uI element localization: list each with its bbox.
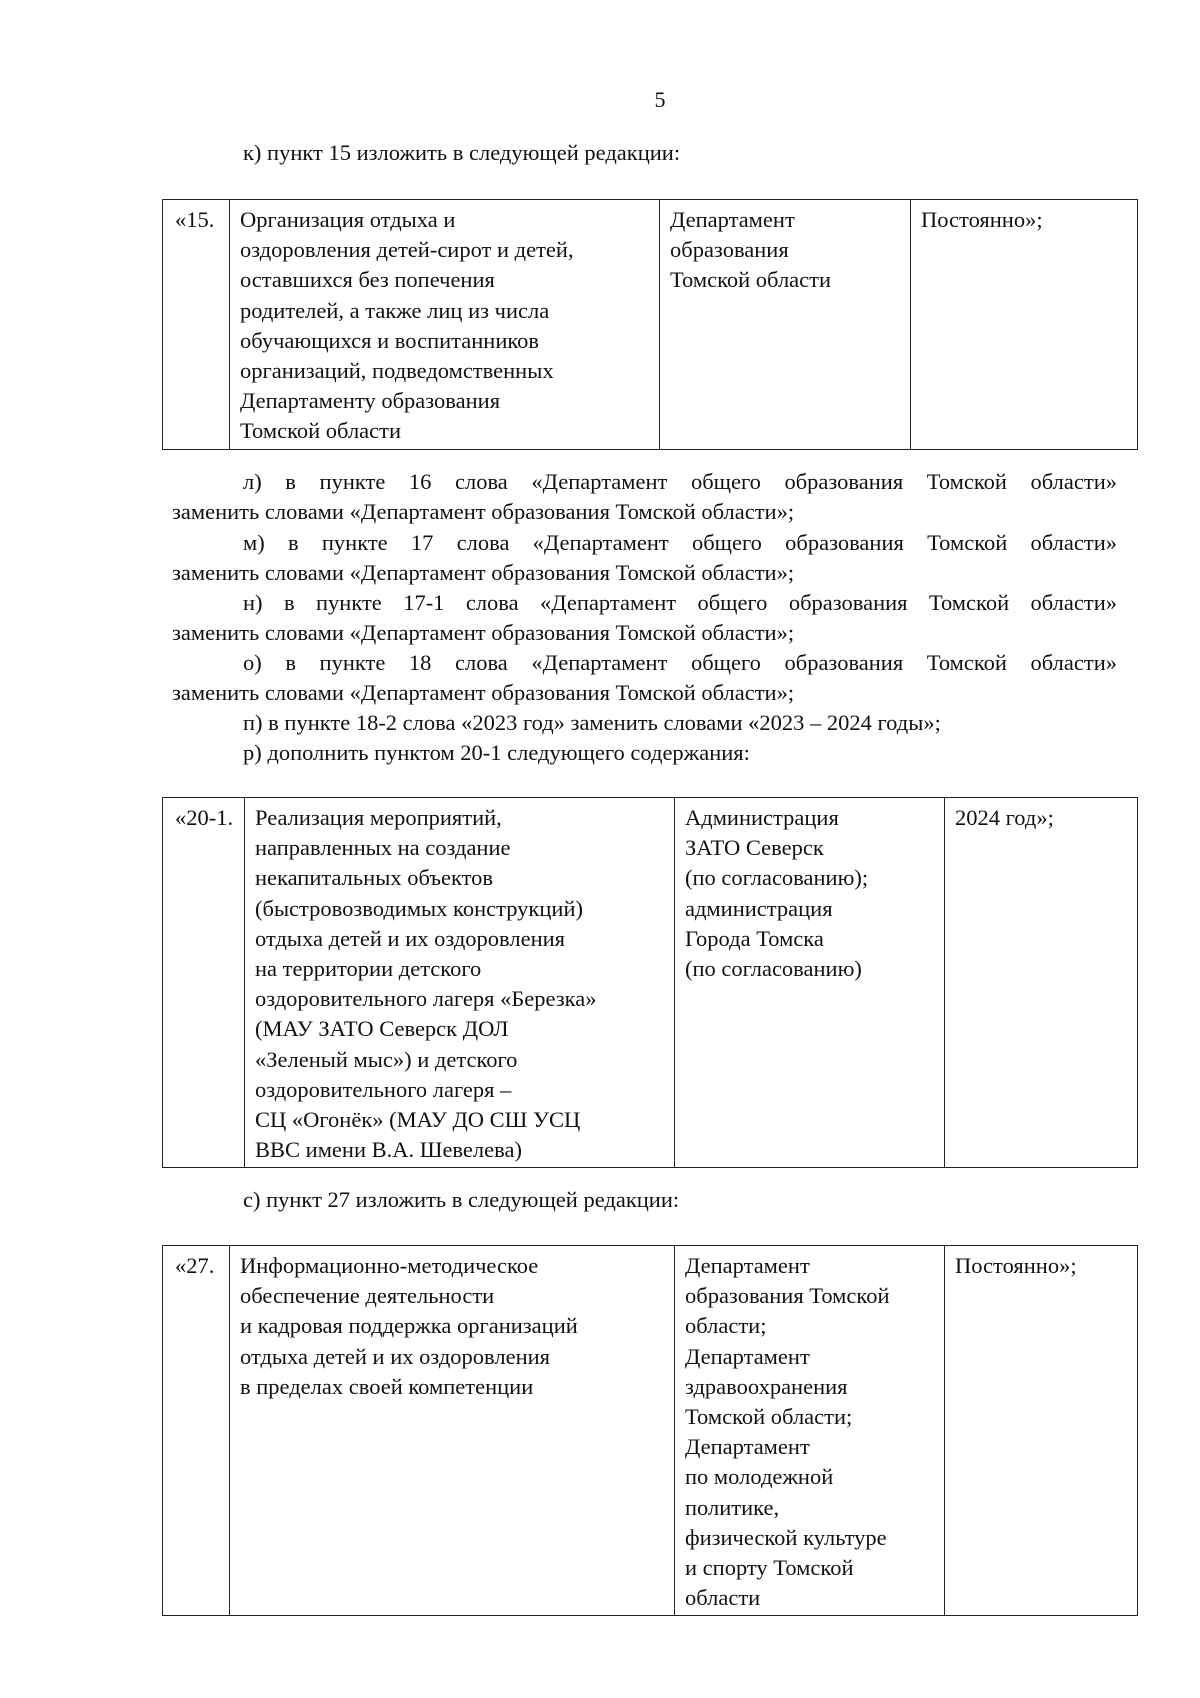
amendment-l-line1: л) в пункте 16 слова «Департамент общего образования Томской области» [243,469,1117,494]
term-cell: 2024 год»; [945,798,1138,1168]
activity-cell: Организация отдыха и оздоровления детей-сирот и детей, оставшихся без попечения родителей, а также лиц из числа обучающихся и воспитанников организаций, подведомственных Департаменту образования Томской области [230,200,660,450]
amendment-m-line2: заменить словами «Департамент образования Томской области»; [172,560,795,585]
amendment-l-line2: заменить словами «Департамент образования Томской области»; [172,499,795,524]
table-item-27 [162,1245,1138,1616]
amendment-n-line2: заменить словами «Департамент образования Томской области»; [172,620,795,645]
item-number: «20-1. [163,798,245,1168]
amendment-s: с) пункт 27 изложить в следующей редакции: [243,1187,680,1212]
amendment-r: р) дополнить пунктом 20-1 следующего содержания: [243,740,750,765]
table-row [163,798,1138,1168]
page-number: 5 [654,87,666,112]
item-number: «15. [163,200,230,450]
amendment-o-line1: о) в пункте 18 слова «Департамент общего образования Томской области» [243,650,1117,675]
activity-cell: Реализация мероприятий, направленных на создание некапитальных объектов (быстровозводимых конструкций) отдыха детей и их оздоровления на территории детского оздоровительного лагеря «Березка» (МАУ ЗАТО Северск ДОЛ «Зеленый мыс») и детского оздоровительного лагеря – СЦ «Огонёк» (МАУ ДО СШ УСЦ ВВС имени В.А. Шевелева) [245,798,675,1168]
amendment-o-line2: заменить словами «Департамент образования Томской области»; [172,680,795,705]
amendment-k: к) пункт 15 изложить в следующей редакции: [243,140,681,165]
activity-cell: Информационно-методическое обеспечение деятельности и кадровая поддержка организаций отдыха детей и их оздоровления в пределах своей компетенции [230,1246,675,1616]
item-number: «27. [163,1246,230,1616]
term-cell: Постоянно»; [911,200,1138,450]
executor-cell: Администрация ЗАТО Северск (по согласованию); администрация Города Томска (по согласованию) [675,798,945,1168]
table-row [163,1246,1138,1616]
table-row [163,200,1138,450]
table-item-20-1 [162,797,1138,1168]
executor-cell: Департамент образования Томской области [660,200,911,450]
amendment-m-line1: м) в пункте 17 слова «Департамент общего образования Томской области» [243,530,1117,555]
amendment-p: п) в пункте 18-2 слова «2023 год» заменить словами «2023 – 2024 годы»; [243,710,941,735]
amendment-n-line1: н) в пункте 17-1 слова «Департамент общего образования Томской области» [243,590,1117,615]
executor-cell: Департамент образования Томской области; Департамент здравоохранения Томской области; Департамент по молодежной политике, физической культуре и спорту Томской области [675,1246,945,1616]
table-item-15 [162,199,1138,450]
term-cell: Постоянно»; [945,1246,1138,1616]
